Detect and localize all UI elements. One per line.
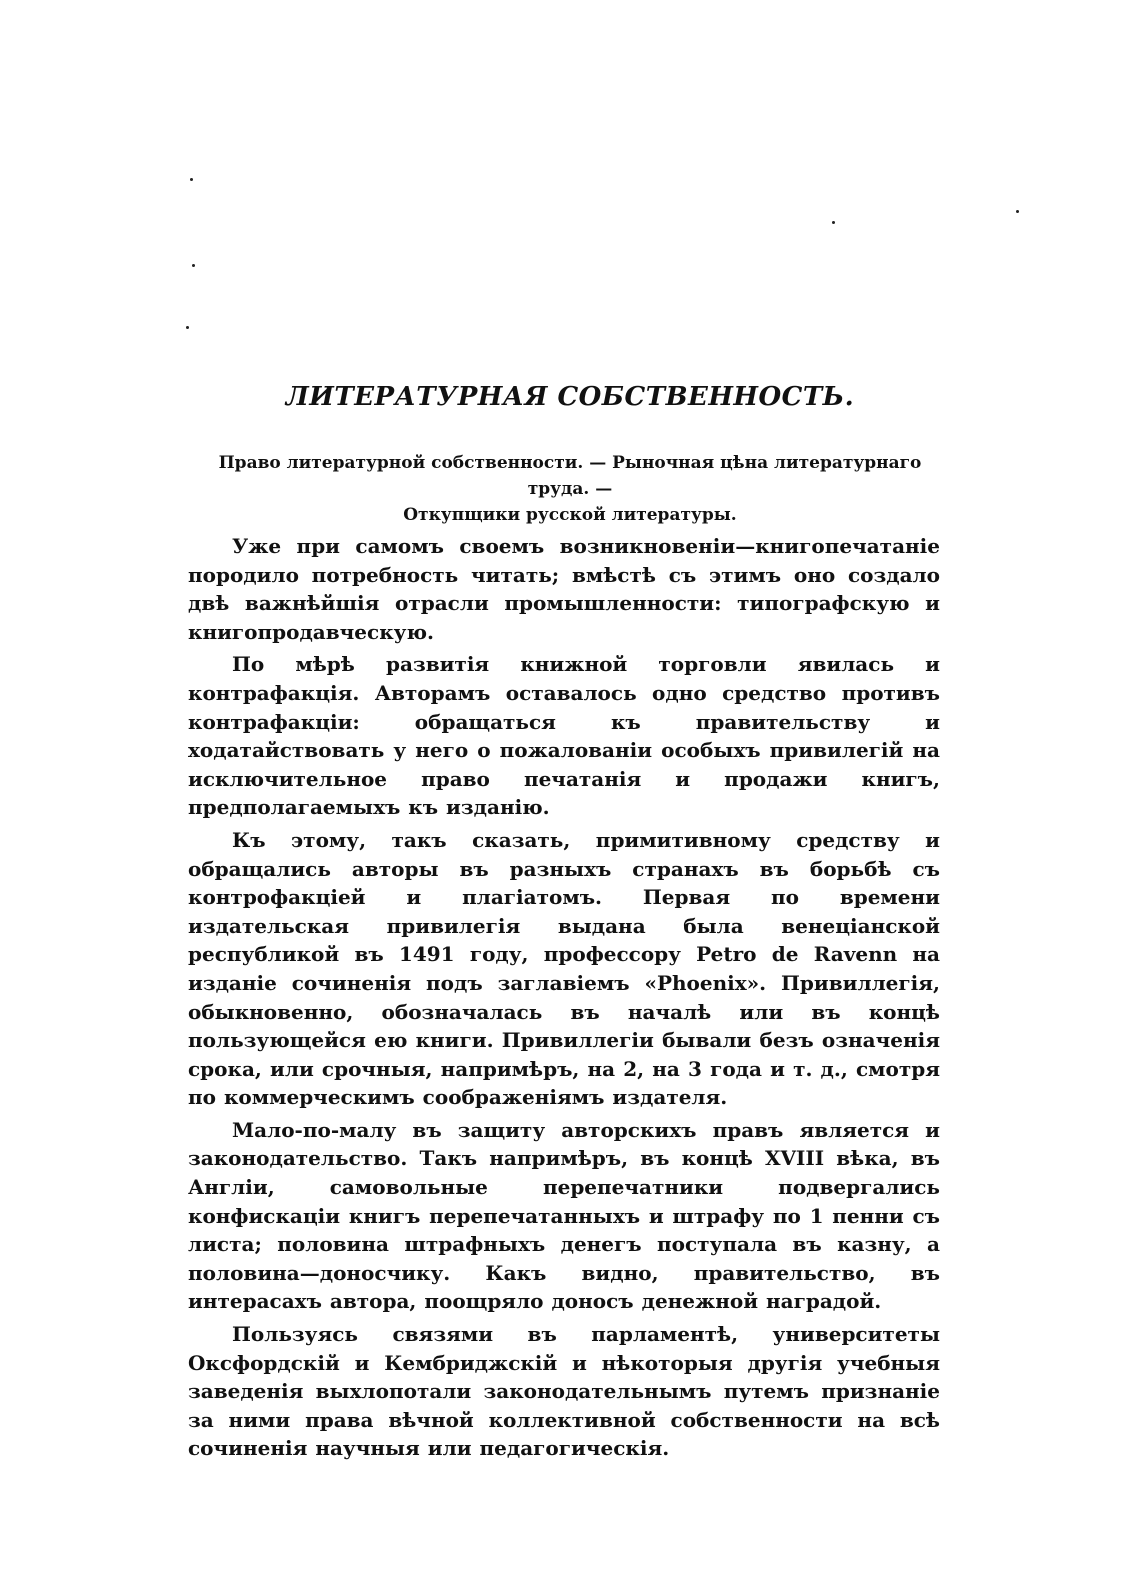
paragraph: Уже при самомъ своемъ возникновеніи—книгопечатаніе породило потребность читать; вмѣстѣ съ этимъ оно создало двѣ важнѣйшія отрасли промышленности: типографскую и книгопродавческую. [188, 534, 940, 644]
article-subtitle [186, 450, 954, 528]
paragraph: Пользуясь связями въ парламентѣ, университеты Оксфордскій и Кембриджскій и нѣкоторыя другія учебныя заведенія выхлопотали законодательнымъ путемъ признаніе за ними права вѣчной коллективной собственности на всѣ сочиненія научныя или педагогическія. [188, 1322, 940, 1461]
scan-speck [186, 326, 189, 329]
paragraph: Мало-по-малу въ защиту авторскихъ правъ является и законодательство. Такъ напримѣръ, въ концѣ XVIII вѣка, въ Англіи, самовольные перепечатники подвергались конфискаціи книгъ перепечатанныхъ и штрафу по 1 пенни съ листа; половина штрафныхъ денегъ поступала въ казну, а половина—доносчику. Какъ видно, правительство, въ интерасахъ автора, поощряло доносъ денежной наградой. [188, 1117, 940, 1314]
subtitle-line-1: Право литературной собственности. — Рыночная цѣна литературнаго труда. — [218, 453, 922, 499]
scan-speck [832, 221, 835, 224]
scan-speck [192, 264, 195, 267]
scan-speck [190, 178, 193, 181]
article-title: ЛИТЕРАТУРНАЯ СОБСТВЕННОСТЬ. [285, 382, 855, 412]
paragraph: По мѣрѣ развитія книжной торговли явилась и контрафакція. Авторамъ оставалось одно средство противъ контрафакціи: обращаться къ правительству и ходатайствовать у него о пожалованіи особыхъ привилегій на исключительное право печатанія и продажи книгъ, предполагаемыхъ къ изданію. [188, 652, 940, 820]
scan-speck [1016, 210, 1019, 213]
article-body [188, 532, 940, 1463]
subtitle-line-2: Откупщики русской литературы. [403, 505, 737, 525]
paragraph: Къ этому, такъ сказать, примитивному средству и обращались авторы въ разныхъ странахъ въ борьбѣ съ контрофакціей и плагіатомъ. Первая по времени издательская привилегія выдана была венеціанской республикой въ 1491 году, профессору Petro de Ravenn на изданіе сочиненія подъ заглавіемъ «Phoenix». Привиллегія, обыкновенно, обозначалась въ началѣ или въ концѣ пользующейся ею книги. Привиллегіи бывали безъ означенія срока, или срочныя, напримѣръ, на 2, на 3 года и т. д., смотря по коммерческимъ соображеніямъ издателя. [188, 827, 940, 1110]
